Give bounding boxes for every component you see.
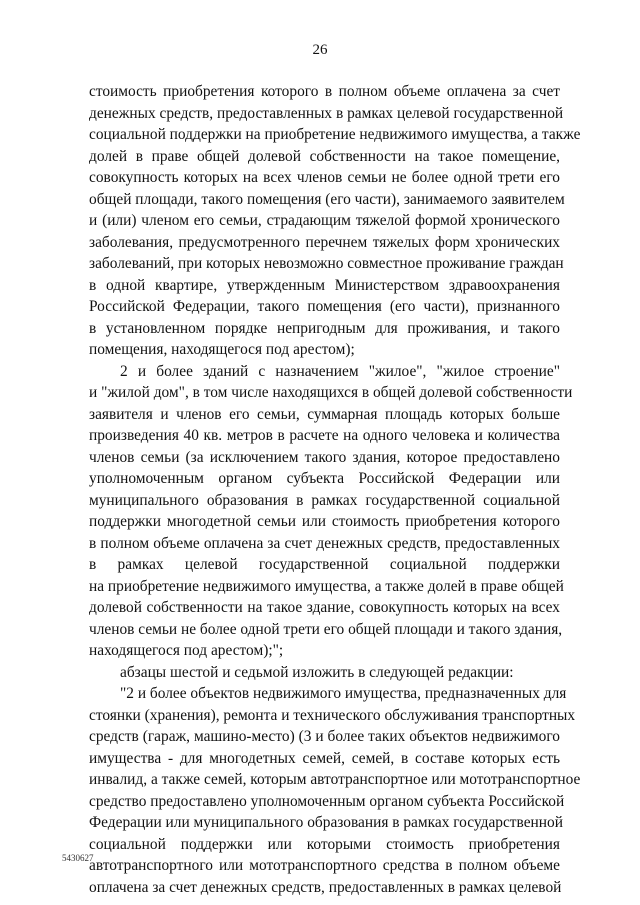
text-line: в полном объеме оплачена за счет денежных средств, предоставленных — [89, 534, 560, 552]
text-line: и "жилой дом", в том числе находящихся в общей долевой собственности — [89, 384, 573, 401]
text-line: инвалид, а также семей, которым автотранспортное или мототранспортное — [89, 771, 581, 788]
text-line: на приобретение недвижимого имущества, а также долей в праве общей — [89, 577, 564, 595]
text-line: средство предоставлено уполномоченным органом субъекта Российской — [89, 792, 565, 810]
text-line: произведения 40 кв. метров в расчете на одного человека и количества — [89, 427, 560, 444]
text-line: оплачена за счет денежных средств, предоставленных в рамках целевой — [89, 878, 562, 896]
page-number: 26 — [312, 42, 328, 58]
text-line: заявителя и членов его семьи, суммарная площадь которых больше — [89, 405, 560, 423]
text-line: имущества - для многодетных семей, семей, в составе которых есть — [89, 749, 560, 767]
text-line: совокупность которых на всех членов семьи не более одной трети его — [89, 169, 560, 186]
text-line: в установленном порядке непригодным для проживания, и такого — [89, 319, 560, 337]
text-line: Федерации или муниципального образования в рамках государственной — [89, 814, 563, 831]
text-line: Российской Федерации, такого помещения (его части), признанного — [89, 298, 560, 315]
text-line: в одной квартире, утвержденным Министерством здравоохранения — [89, 276, 560, 294]
text-line: общей площади, такого помещения (его части), занимаемого заявителем — [89, 190, 565, 208]
text-line: стоимость приобретения которого в полном объеме оплачена за счет — [89, 83, 560, 100]
text-line: поддержки многодетной семьи или стоимость приобретения которого — [89, 513, 560, 530]
text-line: муниципального образования в рамках государственной социальной — [89, 491, 560, 509]
text-line: 2 и более зданий с назначением "жилое", "жилое строение" — [120, 362, 560, 380]
text-line: и (или) членом его семьи, страдающим тяжелой формой хронического — [89, 212, 560, 229]
text-line: уполномоченным органом субъекта Российской Федерации или — [89, 470, 560, 487]
text-line: средств (гараж, машино-место) (3 и более таких объектов недвижимого — [89, 728, 560, 745]
text-line: заболеваний, при которых невозможно совместное проживание граждан — [89, 255, 564, 272]
text-line: помещения, находящегося под арестом); — [89, 341, 355, 358]
text-line: денежных средств, предоставленных в рамках целевой государственной — [89, 104, 564, 122]
text-line: находящегося под арестом);"; — [89, 642, 284, 659]
text-line: долей в праве общей долевой собственности на такое помещение, — [89, 147, 560, 165]
text-line: стоянки (хранения), ремонта и технического обслуживания транспортных — [89, 706, 576, 724]
text-line: заболевания, предусмотренного перечнем тяжелых форм хронических — [89, 233, 560, 251]
text-line: "2 и более объектов недвижимого имущества, предназначенных для — [120, 685, 567, 702]
text-line: абзацы шестой и седьмой изложить в следующей редакции: — [120, 663, 514, 681]
text-line: в рамках целевой государственной социальной поддержки — [89, 556, 560, 573]
document-code: 5430627 — [62, 853, 94, 863]
text-line: членов семьи (за исключением такого здания, которое предоставлено — [89, 448, 560, 466]
text-line: членов семьи не более одной трети его общей площади и такого здания, — [89, 620, 563, 638]
text-line: социальной поддержки на приобретение недвижимого имущества, а также — [89, 126, 581, 143]
text-line: долевой собственности на такое здание, совокупность которых на всех — [89, 599, 560, 616]
text-line: автотранспортного или мототранспортного средства в полном объеме — [89, 857, 560, 874]
text-line: социальной поддержки или которыми стоимость приобретения — [89, 835, 560, 853]
